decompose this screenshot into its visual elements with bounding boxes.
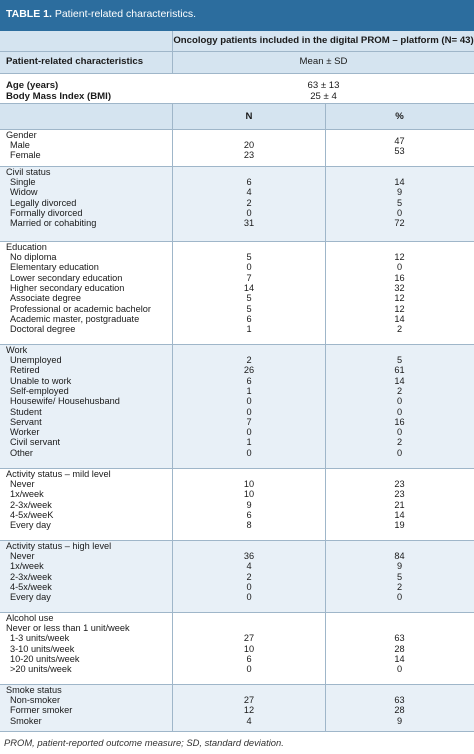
n-cell: 9 bbox=[246, 499, 252, 510]
row-label: Never bbox=[10, 551, 35, 561]
pct-cell: 9 bbox=[396, 561, 403, 572]
n-cell: 2 bbox=[246, 571, 252, 582]
n-cell: 6 bbox=[246, 375, 252, 386]
table-row bbox=[0, 716, 474, 726]
table-row bbox=[0, 479, 474, 489]
n-cell: 12 bbox=[243, 705, 255, 716]
row-label: 10-20 units/week bbox=[10, 653, 80, 664]
row-divider bbox=[0, 129, 474, 130]
pct-cell: 12 bbox=[394, 293, 405, 304]
row-label: Unable to work bbox=[10, 375, 72, 386]
table-row bbox=[0, 187, 474, 197]
table-section bbox=[0, 129, 474, 166]
pct-cell: 2 bbox=[396, 385, 403, 396]
pct-cell: 0 bbox=[396, 396, 403, 407]
row-label: Doctoral degree bbox=[10, 324, 76, 335]
table-row bbox=[0, 427, 474, 437]
n-cell: 6 bbox=[246, 177, 252, 187]
table-row bbox=[0, 633, 474, 643]
stat-header-row bbox=[0, 51, 474, 73]
footnote: PROM, patient-reported outcome measure; SD, standard deviation. bbox=[4, 737, 284, 748]
table-section bbox=[0, 612, 474, 684]
pct-cell: 5 bbox=[396, 571, 403, 582]
n-cell: 20 bbox=[243, 140, 255, 150]
section-title-row bbox=[0, 469, 474, 479]
row-divider bbox=[0, 684, 474, 685]
pct-cell: 23 bbox=[394, 479, 405, 489]
row-label: Widow bbox=[10, 187, 38, 198]
n-cell: 7 bbox=[246, 272, 252, 283]
section-title: Civil status bbox=[6, 167, 51, 177]
n-cell: 0 bbox=[246, 581, 252, 592]
row-divider bbox=[0, 51, 474, 52]
pct-cell: 9 bbox=[396, 715, 403, 726]
section-title-row bbox=[0, 345, 474, 355]
row-divider bbox=[0, 103, 474, 104]
pct-cell: 2 bbox=[396, 581, 403, 592]
row-label: 2-3x/week bbox=[10, 499, 52, 510]
row-divider bbox=[0, 468, 474, 469]
n-cell: 5 bbox=[246, 303, 252, 314]
pct-cell: 16 bbox=[394, 416, 405, 427]
n-cell: 14 bbox=[243, 282, 255, 293]
n-cell: 0 bbox=[246, 406, 252, 417]
pct-cell: 0 bbox=[396, 262, 403, 273]
n-cell: 0 bbox=[246, 592, 252, 603]
table-section bbox=[0, 540, 474, 612]
row-divider bbox=[0, 612, 474, 613]
table-row bbox=[0, 273, 474, 283]
table-row bbox=[0, 355, 474, 365]
n-cell: 23 bbox=[243, 150, 255, 160]
table-section bbox=[0, 684, 474, 731]
table-row bbox=[0, 262, 474, 272]
row-label: Housewife/ Househusband bbox=[10, 396, 120, 407]
row-label: Associate degree bbox=[10, 293, 81, 304]
section-title: Education bbox=[6, 242, 47, 252]
table-row bbox=[0, 208, 474, 218]
pct-cell: 28 bbox=[394, 705, 405, 716]
n-cell: 0 bbox=[246, 664, 252, 675]
row-divider bbox=[0, 731, 474, 732]
pct-cell: 0 bbox=[396, 406, 403, 417]
section-title-row bbox=[0, 167, 474, 177]
pct-cell: 0 bbox=[396, 447, 403, 458]
row-label: Worker bbox=[10, 427, 40, 438]
pct-cell: 63 bbox=[394, 633, 405, 644]
table-row bbox=[0, 252, 474, 262]
table-row bbox=[0, 314, 474, 324]
pct-cell: 2 bbox=[396, 437, 403, 448]
n-cell: 0 bbox=[246, 427, 252, 438]
section-title-row bbox=[0, 541, 474, 551]
table-row bbox=[0, 448, 474, 458]
table-row bbox=[0, 510, 474, 520]
row-label: Formally divorced bbox=[10, 207, 83, 218]
row-label: >20 units/week bbox=[10, 664, 72, 675]
row-label: 4-5x/week bbox=[10, 581, 52, 592]
n-cell: 26 bbox=[243, 365, 255, 376]
n-cell: 6 bbox=[246, 313, 252, 324]
row-label: 3-10 units/week bbox=[10, 643, 75, 654]
row-label: Female bbox=[10, 150, 41, 160]
table-row bbox=[0, 644, 474, 654]
n-cell: 0 bbox=[246, 447, 252, 458]
table-row bbox=[0, 500, 474, 510]
pct-cell: 72 bbox=[394, 218, 405, 229]
table-section bbox=[0, 468, 474, 540]
row-label: Smoker bbox=[10, 715, 42, 726]
row-label: Non-smoker bbox=[10, 695, 61, 705]
table-row bbox=[0, 561, 474, 571]
n-cell: 2 bbox=[246, 197, 252, 208]
n-column-header: N bbox=[245, 111, 253, 122]
n-cell: 36 bbox=[243, 551, 255, 561]
table-section bbox=[0, 344, 474, 468]
row-divider bbox=[0, 241, 474, 242]
row-label: 1-3 units/week bbox=[10, 633, 70, 644]
n-cell: 2 bbox=[246, 355, 252, 365]
section-title-row bbox=[0, 242, 474, 252]
table-row bbox=[0, 198, 474, 208]
row-label: Married or cohabiting bbox=[10, 218, 97, 229]
row-label: Never or less than 1 unit/week bbox=[6, 623, 130, 633]
n-cell: 6 bbox=[246, 653, 252, 664]
column-header-row bbox=[0, 104, 474, 129]
pct-cell: 2 bbox=[396, 324, 403, 335]
row-label: Lower secondary education bbox=[10, 272, 123, 283]
table-row bbox=[0, 376, 474, 386]
stat-header: Mean ± SD bbox=[299, 56, 348, 67]
row-divider bbox=[0, 344, 474, 345]
row-label-header: Patient-related characteristics bbox=[6, 56, 144, 67]
table-row bbox=[0, 592, 474, 602]
n-cell: 10 bbox=[243, 489, 255, 500]
table-row bbox=[0, 437, 474, 447]
table-row bbox=[0, 582, 474, 592]
row-divider bbox=[0, 166, 474, 167]
row-label: Higher secondary education bbox=[10, 282, 125, 293]
row-label: Elementary education bbox=[10, 262, 99, 273]
table-row bbox=[0, 664, 474, 674]
pct-cell: 14 bbox=[394, 177, 405, 187]
bmi-label: Body Mass Index (BMI) bbox=[6, 91, 112, 102]
n-cell: 27 bbox=[243, 633, 255, 644]
table-row bbox=[0, 551, 474, 561]
pct-cell: 9 bbox=[396, 187, 403, 198]
table-row bbox=[0, 386, 474, 396]
pct-cell: 23 bbox=[394, 489, 405, 500]
pct-cell: 28 bbox=[394, 643, 405, 654]
column-divider bbox=[325, 103, 326, 731]
n-cell: 1 bbox=[246, 324, 252, 335]
table-row bbox=[0, 177, 474, 187]
table-row bbox=[0, 572, 474, 582]
pct-cell: 0 bbox=[396, 592, 403, 603]
row-label: Single bbox=[10, 177, 36, 187]
table-row bbox=[0, 146, 474, 160]
pct-cell: 21 bbox=[394, 499, 405, 510]
pct-column-header: % bbox=[395, 111, 404, 122]
row-label: 1x/week bbox=[10, 561, 44, 572]
table-row bbox=[0, 396, 474, 406]
pct-cell: 53 bbox=[394, 146, 405, 156]
pct-cell: 32 bbox=[394, 282, 405, 293]
row-label: Civil servant bbox=[10, 437, 61, 448]
n-cell: 5 bbox=[246, 293, 252, 304]
n-cell: 4 bbox=[246, 715, 252, 726]
pct-cell: 19 bbox=[394, 520, 405, 531]
row-label: Unemployed bbox=[10, 355, 62, 365]
group-header: Oncology patients included in the digital PROM – platform (N= 43) bbox=[173, 35, 474, 46]
pct-cell: 12 bbox=[394, 303, 405, 314]
table-row bbox=[0, 695, 474, 705]
table-row bbox=[0, 623, 474, 633]
pct-cell: 84 bbox=[394, 551, 405, 561]
n-cell: 7 bbox=[246, 416, 252, 427]
table-row bbox=[0, 489, 474, 499]
section-title: Work bbox=[6, 345, 28, 355]
table-caption: Patient-related characteristics. bbox=[51, 8, 197, 20]
row-label: Every day bbox=[10, 520, 51, 531]
row-label: Every day bbox=[10, 592, 51, 603]
section-title: Gender bbox=[6, 130, 37, 140]
n-cell: 4 bbox=[246, 187, 252, 198]
table-row bbox=[0, 324, 474, 334]
n-cell: 27 bbox=[243, 695, 255, 705]
table-row bbox=[0, 365, 474, 375]
pct-cell: 5 bbox=[396, 197, 403, 208]
n-cell: 6 bbox=[246, 509, 252, 520]
pct-cell: 5 bbox=[396, 355, 403, 365]
row-label: Professional or academic bachelor bbox=[10, 303, 151, 314]
section-title: Activity status – high level bbox=[6, 541, 112, 551]
row-label: Never bbox=[10, 479, 35, 489]
pct-cell: 0 bbox=[396, 427, 403, 438]
n-cell: 10 bbox=[243, 479, 255, 489]
n-cell: 1 bbox=[246, 437, 252, 448]
section-title: Alcohol use bbox=[6, 613, 54, 623]
pct-cell: 63 bbox=[394, 695, 405, 705]
pct-cell: 14 bbox=[394, 375, 405, 386]
table-row bbox=[0, 705, 474, 715]
row-label: 1x/week bbox=[10, 489, 44, 500]
row-label: Former smoker bbox=[10, 705, 73, 716]
table-row bbox=[0, 293, 474, 303]
row-label: Servant bbox=[10, 416, 42, 427]
table-row bbox=[0, 654, 474, 664]
row-label: Academic master, postgraduate bbox=[10, 313, 140, 324]
column-divider bbox=[172, 103, 173, 731]
row-label: Student bbox=[10, 406, 42, 417]
pct-cell: 14 bbox=[394, 313, 405, 324]
table-number: TABLE 1. bbox=[6, 8, 52, 20]
table-row bbox=[0, 407, 474, 417]
row-label: Legally divorced bbox=[10, 197, 77, 208]
age-label: Age (years) bbox=[6, 80, 59, 91]
row-label: 4-5x/weeK bbox=[10, 509, 54, 520]
table-row bbox=[0, 520, 474, 530]
table-row bbox=[0, 417, 474, 427]
row-label: Male bbox=[10, 140, 30, 150]
n-cell: 0 bbox=[246, 207, 252, 218]
n-cell: 0 bbox=[246, 262, 252, 273]
age-bmi-block bbox=[0, 73, 474, 103]
section-title: Smoke status bbox=[6, 685, 62, 695]
row-divider bbox=[0, 540, 474, 541]
group-header-row bbox=[0, 31, 474, 51]
row-label: 2-3x/week bbox=[10, 571, 52, 582]
table-row bbox=[0, 304, 474, 314]
column-divider bbox=[172, 31, 173, 73]
n-cell: 5 bbox=[246, 252, 252, 262]
row-label: Self-employed bbox=[10, 385, 69, 396]
table-section bbox=[0, 241, 474, 344]
table-section bbox=[0, 166, 474, 241]
table-row bbox=[0, 218, 474, 228]
bmi-value: 25 ± 4 bbox=[310, 91, 337, 102]
pct-cell: 14 bbox=[394, 653, 405, 664]
section-title: Activity status – mild level bbox=[6, 469, 111, 479]
row-label: No diploma bbox=[10, 252, 57, 262]
n-cell: 10 bbox=[243, 643, 255, 654]
table-row bbox=[0, 283, 474, 293]
pct-cell: 0 bbox=[396, 664, 403, 675]
table-title bbox=[0, 0, 474, 31]
n-cell: 1 bbox=[246, 385, 252, 396]
row-label: Retired bbox=[10, 365, 40, 376]
n-cell: 0 bbox=[246, 396, 252, 407]
n-cell: 8 bbox=[246, 520, 252, 531]
section-title-row bbox=[0, 613, 474, 623]
n-cell: 31 bbox=[243, 218, 255, 229]
age-value: 63 ± 13 bbox=[307, 80, 340, 91]
section-title-row bbox=[0, 685, 474, 695]
row-label: Other bbox=[10, 447, 33, 458]
pct-cell: 61 bbox=[394, 365, 405, 376]
row-divider bbox=[0, 73, 474, 74]
pct-cell: 16 bbox=[394, 272, 405, 283]
n-cell: 4 bbox=[246, 561, 252, 572]
pct-cell: 47 bbox=[394, 136, 405, 146]
pct-cell: 0 bbox=[396, 207, 403, 218]
pct-cell: 14 bbox=[394, 509, 405, 520]
pct-cell: 12 bbox=[394, 252, 405, 262]
